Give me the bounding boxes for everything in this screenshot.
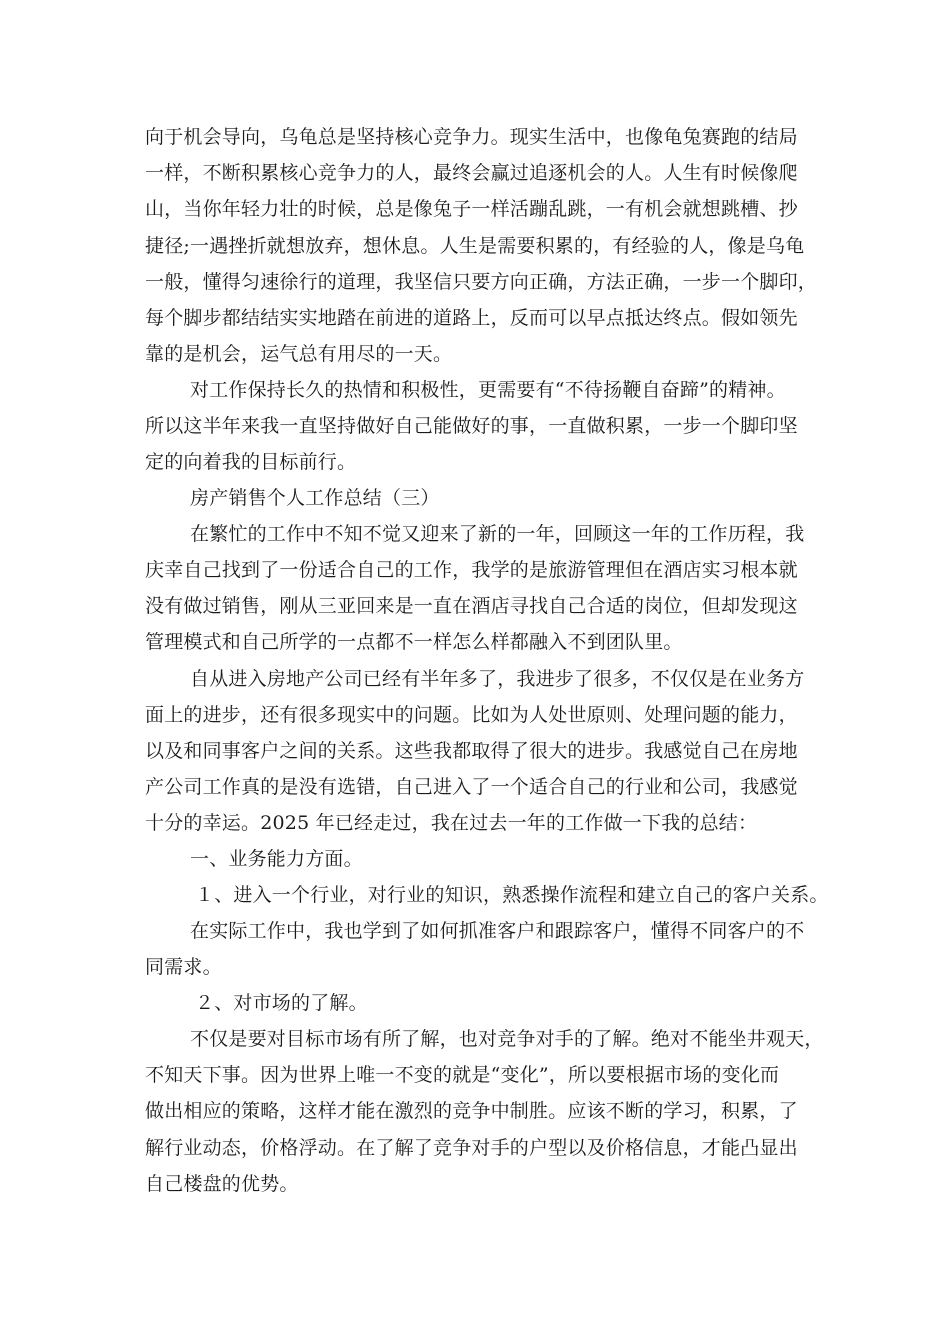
paragraph-start: 自从进入房地产公司已经有半年多了，我进步了很多，不仅仅是在业务方 <box>190 668 805 690</box>
subsection-heading: 一、业务能力方面。 <box>190 848 363 870</box>
text-line: 同需求。 <box>145 956 222 978</box>
paragraph-start: 在繁忙的工作中不知不觉又迎来了新的一年，回顾这一年的工作历程，我 <box>190 523 805 545</box>
paragraph-start: 在实际工作中，我也学到了如何抓准客户和跟踪客户，懂得不同客户的不 <box>190 920 805 942</box>
text-line: 解行业动态，价格浮动。在了解了竞争对手的户型以及价格信息，才能凸显出 <box>145 1137 798 1159</box>
text-line: 一样，不断积累核心竞争力的人，最终会赢过追逐机会的人。人生有时候像爬 <box>145 162 798 184</box>
section-heading: 房产销售个人工作总结（三） <box>190 487 440 509</box>
text-line: 靠的是机会，运气总有用尽的一天。 <box>145 343 453 365</box>
paragraph-start: 不仅是要对目标市场有所了解，也对竞争对手的了解。绝对不能坐井观天， <box>190 1028 824 1050</box>
paragraph-start: 对工作保持长久的热情和积极性，更需要有“不待扬鞭自奋蹄”的精神。 <box>190 379 786 401</box>
text-line: 定的向着我的目标前行。 <box>145 451 357 473</box>
text-line: 产公司工作真的是没有选错，自己进入了一个适合自己的行业和公司，我感觉 <box>145 776 798 798</box>
text-line: 面上的进步，还有很多现实中的问题。比如为人处世原则、处理问题的能力， <box>145 704 798 726</box>
text-line: 没有做过销售，刚从三亚回来是一直在酒店寻找自己合适的岗位，但却发现这 <box>145 595 798 617</box>
text-line: 不知天下事。因为世界上唯一不变的就是“变化”，所以要根据市场的变化而 <box>145 1064 780 1086</box>
list-item: ２、对市场的了解。 <box>195 992 368 1014</box>
text-line: 山，当你年轻力壮的时候，总是像兔子一样活蹦乱跳，一有机会就想跳槽、抄 <box>145 198 798 220</box>
text-line: 向于机会导向，乌龟总是坚持核心竞争力。现实生活中，也像龟兔赛跑的结局 <box>145 126 798 148</box>
text-line: 所以这半年来我一直坚持做好自己能做好的事，一直做积累，一步一个脚印坚 <box>145 415 798 437</box>
list-item: １、进入一个行业，对行业的知识，熟悉操作流程和建立自己的客户关系。 <box>195 884 829 906</box>
text-line: 捷径;一遇挫折就想放弃，想休息。人生是需要积累的，有经验的人，像是乌龟 <box>145 235 805 257</box>
text-line: 以及和同事客户之间的关系。这些我都取得了很大的进步。我感觉自己在房地 <box>145 740 798 762</box>
text-line: 十分的幸运。2025 年已经走过，我在过去一年的工作做一下我的总结： <box>145 812 758 834</box>
text-line: 做出相应的策略，这样才能在激烈的竞争中制胜。应该不断的学习，积累，了 <box>145 1100 798 1122</box>
text-line: 自己楼盘的优势。 <box>145 1173 299 1195</box>
text-line: 管理模式和自己所学的一点都不一样怎么样都融入不到团队里。 <box>145 631 683 653</box>
text-line: 庆幸自己找到了一份适合自己的工作，我学的是旅游管理但在酒店实习根本就 <box>145 559 798 581</box>
text-line: 每个脚步都结结实实地踏在前进的道路上，反而可以早点抵达终点。假如领先 <box>145 307 798 329</box>
text-line: 一般，懂得匀速徐行的道理，我坚信只要方向正确，方法正确，一步一个脚印， <box>145 271 818 293</box>
